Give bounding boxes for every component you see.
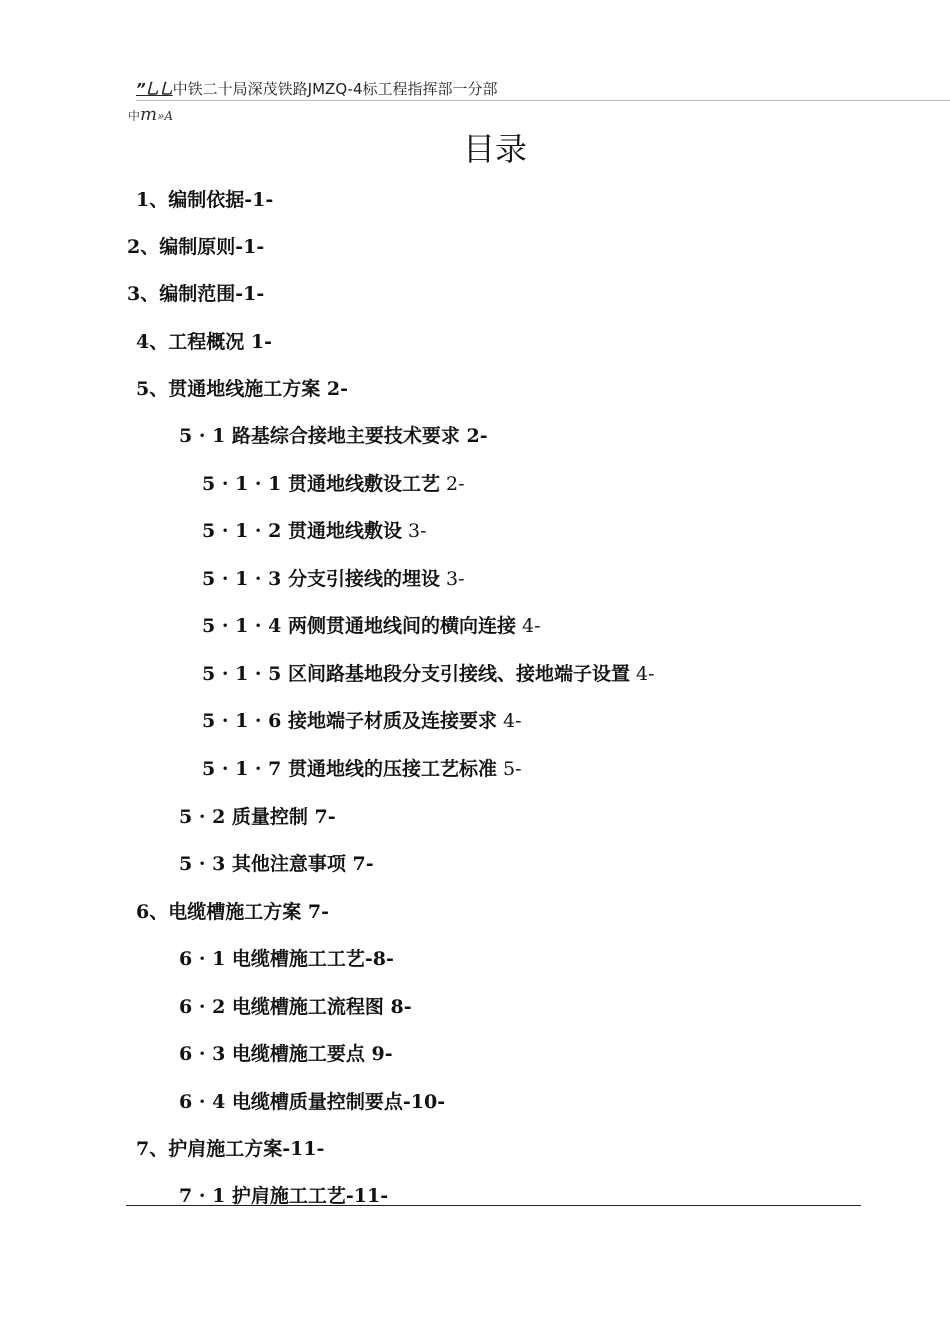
toc-label: 7 · 1 护肩施工工艺	[179, 1185, 346, 1207]
toc-item[interactable]	[127, 279, 264, 306]
toc-item[interactable]	[127, 232, 264, 259]
header-text: 中铁二十局深茂铁路JMZQ-4标工程指挥部一分部	[172, 80, 498, 98]
toc-item[interactable]	[179, 849, 374, 876]
toc-page: 7-	[301, 901, 329, 923]
toc-item[interactable]	[202, 469, 465, 496]
toc-item[interactable]	[136, 897, 329, 924]
toc-label: 5 · 2 质量控制	[179, 806, 308, 828]
toc-page: 4-	[629, 663, 655, 685]
toc-label: 2、编制原则	[127, 236, 236, 258]
toc-item[interactable]	[136, 1134, 324, 1161]
toc-label: 6 · 4 电缆槽质量控制要点	[179, 1091, 403, 1113]
toc-label: 5 · 1 · 1 贯通地线敷设工艺	[202, 473, 440, 495]
toc-page: 5-	[496, 758, 522, 780]
toc-item[interactable]	[179, 421, 488, 448]
toc-item[interactable]	[202, 659, 655, 686]
toc-page: 9-	[364, 1043, 393, 1065]
toc-item[interactable]	[202, 706, 522, 733]
toc-page: 2-	[459, 425, 488, 447]
toc-label: 5 · 1 · 7 贯通地线的压接工艺标准	[202, 758, 497, 780]
toc-page: -1-	[235, 283, 265, 305]
toc-label: 6 · 1 电缆槽施工工艺	[179, 948, 365, 970]
toc-label: 5、贯通地线施工方案	[136, 378, 321, 400]
toc-label: 5 · 1 · 3 分支引接线的埋设	[202, 568, 440, 590]
toc-label: 5 · 1 · 4 两侧贯通地线间的横向连接	[202, 615, 516, 637]
toc-page: -1-	[244, 189, 274, 211]
header-subline	[128, 104, 173, 125]
toc-label: 7、护肩施工方案	[136, 1138, 283, 1160]
header-sub-rest: »A	[157, 109, 174, 123]
toc-page: -8-	[364, 948, 394, 970]
page-title: 目录	[462, 130, 527, 168]
toc-item[interactable]	[202, 611, 541, 638]
toc-page: 1-	[244, 331, 272, 353]
toc-page: -11-	[345, 1185, 389, 1207]
toc-label: 5 · 1 路基综合接地主要技术要求	[179, 425, 460, 447]
toc-item[interactable]	[179, 802, 336, 829]
toc-item[interactable]	[179, 944, 394, 971]
document-header	[136, 78, 498, 99]
toc-page: 8-	[383, 996, 412, 1018]
footer-divider	[126, 1205, 861, 1206]
header-divider	[136, 100, 950, 101]
toc-label: 6 · 3 电缆槽施工要点	[179, 1043, 365, 1065]
toc-page: 4-	[515, 615, 541, 637]
toc-page: -1-	[235, 236, 265, 258]
toc-page: 2-	[320, 378, 348, 400]
toc-label: 5 · 1 · 2 贯通地线敷设	[202, 520, 402, 542]
toc-page: 2-	[439, 473, 465, 495]
toc-label: 6 · 2 电缆槽施工流程图	[179, 996, 384, 1018]
toc-item[interactable]	[179, 992, 412, 1019]
toc-page: -10-	[402, 1091, 446, 1113]
toc-page: 3-	[439, 568, 465, 590]
toc-label: 4、工程概况	[136, 331, 245, 353]
toc-label: 1、编制依据	[136, 189, 245, 211]
header-sub-small: 中	[128, 109, 141, 123]
toc-page: -11-	[282, 1138, 325, 1160]
toc-label: 5 · 1 · 6 接地端子材质及连接要求	[202, 710, 497, 732]
toc-page: 7-	[345, 853, 374, 875]
toc-page: 7-	[307, 806, 336, 828]
toc-item[interactable]	[136, 327, 272, 354]
toc-label: 3、编制范围	[127, 283, 236, 305]
company-logo: ”乚乚	[136, 80, 173, 98]
toc-item[interactable]	[202, 754, 522, 781]
header-sub-big: m	[140, 104, 158, 125]
toc-page: 4-	[496, 710, 522, 732]
toc-page: 3-	[401, 520, 427, 542]
toc-item[interactable]	[179, 1087, 445, 1114]
toc-label: 6、电缆槽施工方案	[136, 901, 302, 923]
toc-item[interactable]	[136, 185, 273, 212]
toc-item[interactable]	[136, 374, 348, 401]
toc-item[interactable]	[179, 1039, 393, 1066]
toc-item[interactable]	[179, 1181, 388, 1208]
toc-item[interactable]	[202, 564, 465, 591]
toc-label: 5 · 1 · 5 区间路基地段分支引接线、接地端子设置	[202, 663, 630, 685]
toc-label: 5 · 3 其他注意事项	[179, 853, 346, 875]
toc-item[interactable]	[202, 516, 427, 543]
